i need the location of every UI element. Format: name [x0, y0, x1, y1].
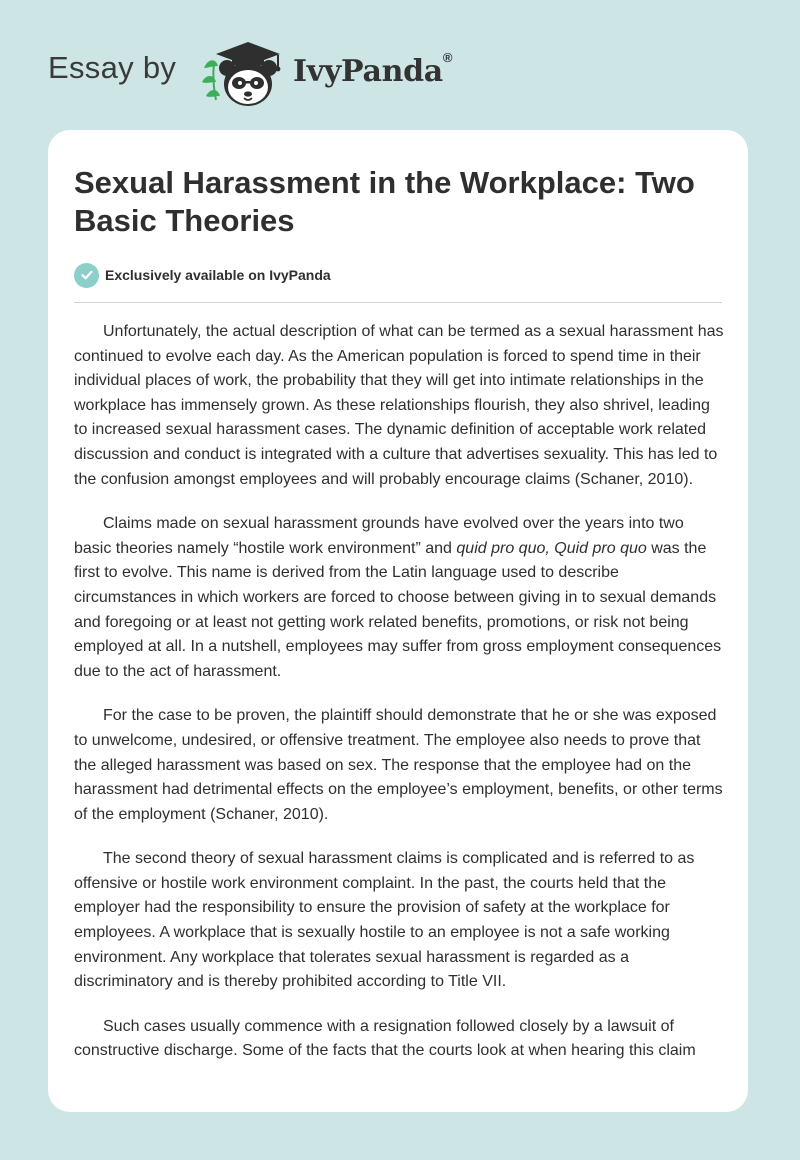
article-card	[48, 130, 748, 1112]
article-paragraph	[74, 320, 724, 492]
article-paragraph	[74, 512, 724, 684]
paragraph-text: Such cases usually commence with a resignation followed closely by a lawsuit of constructive discharge. Some of the facts that the courts look at when hearing this claim	[74, 1017, 696, 1060]
paragraph-text: For the case to be proven, the plaintiff should demonstrate that he or she was exposed to unwelcome, undesired, or offensive treatment. The employee also needs to prove that the alleged harassment was based on sex. The response that the employee had on the harassment had detrimental effects on the employee’s employment, benefits, or other terms of the employment (Schaner, 2010).	[74, 707, 723, 823]
article-body	[74, 320, 724, 1084]
essay-by-label: Essay by	[48, 50, 177, 85]
paragraph-text: Unfortunately, the actual description of what can be termed as a sexual harassment has continued to evolve each day. As the American population is forced to spend time in their individual places of work, the probability that they will get into intimate relationships in the workplace has immensely grown. As these relationships flourish, they also shrivel, leading to increased sexual harassment cases. The dynamic definition of acceptable work related discussion and conduct is integrated with a culture that advertises sexuality. This has led to the confusion amongst employees and will probably encourage claims (Schaner, 2010).	[74, 323, 724, 488]
exclusive-badge	[74, 262, 331, 288]
paragraph-text: was the first to evolve. This name is derived from the Latin language used to describe circumstances in which workers are forced to choose between giving in to sexual demands and foregoing or at least not getting work related benefits, promotions, or risk not being employed at all. In a nutshell, employees may suffer from gross employment consequences due to the act of harassment.	[74, 539, 722, 680]
article-title: Sexual Harassment in the Workplace: Two Basic Theories	[74, 165, 695, 238]
site-header	[0, 0, 800, 130]
article-paragraph	[74, 704, 724, 827]
italic-phrase: quid pro quo, Quid pro quo	[456, 539, 647, 557]
check-circle-icon	[74, 263, 99, 288]
panda-graduate-logo-icon[interactable]	[200, 38, 290, 110]
paragraph-text: Claims made on sexual harassment grounds have evolved over the years into two basic theories namely “hostile work environment” and	[74, 515, 684, 557]
registered-mark: ®	[442, 50, 453, 65]
brand-name[interactable]: IvyPanda®	[293, 50, 453, 89]
article-paragraph	[74, 1015, 724, 1064]
article-paragraph	[74, 847, 724, 995]
badge-label: Exclusively available on IvyPanda	[105, 267, 331, 283]
paragraph-text: The second theory of sexual harassment claims is complicated and is referred to as offensive or hostile work environment complaint. In the past, the courts held that the employer had the responsibility to ensure the provision of safety at the workplace for employees. A workplace that is sexually hostile to an employee is not a safe working environment. Any workplace that tolerates sexual harassment is regarded as a discriminatory and is thereby prohibited according to Title VII.	[74, 850, 695, 991]
divider	[74, 302, 722, 303]
